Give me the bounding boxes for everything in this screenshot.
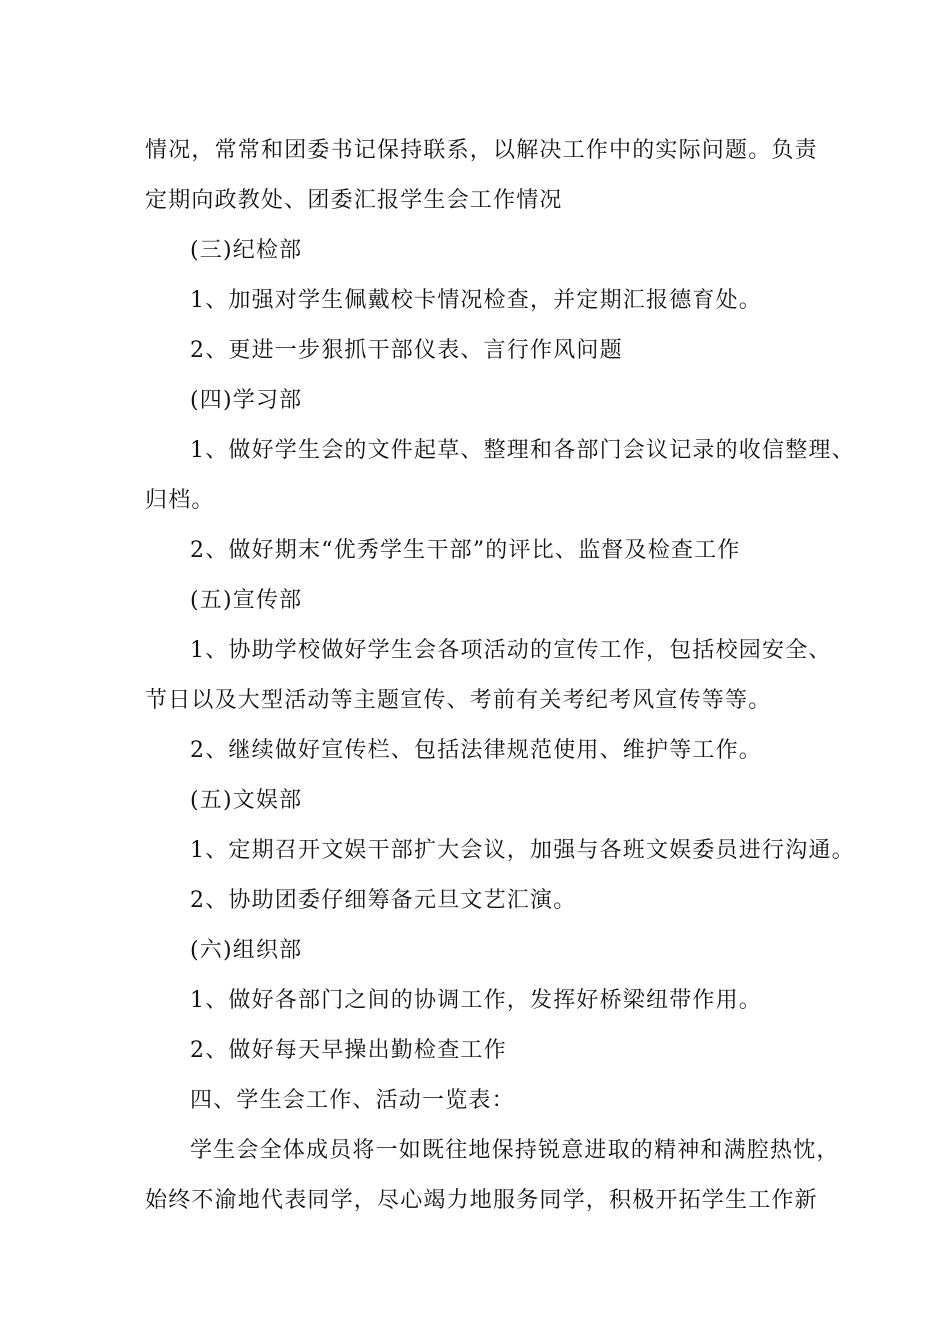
- list-item: 1、加强对学生佩戴校卡情况检查，并定期汇报德育处。: [190, 288, 762, 313]
- list-item: 1、定期召开文娱干部扩大会议，加强与各班文娱委员进行沟通。: [190, 838, 855, 863]
- list-item: 1、做好学生会的文件起草、整理和各部门会议记录的收信整理、: [190, 438, 855, 463]
- list-item: 1、做好各部门之间的协调工作，发挥好桥梁纽带作用。: [190, 988, 762, 1013]
- paragraph-line: 始终不渝地代表同学，尽心竭力地服务同学，积极开拓学生工作新: [145, 1188, 818, 1213]
- paragraph-line: 定期向政教处、团委汇报学生会工作情况: [145, 188, 563, 213]
- section-heading: (三)纪检部: [190, 238, 303, 263]
- section-heading: (五)文娱部: [190, 788, 303, 813]
- paragraph-line: 学生会全体成员将一如既往地保持锐意进取的精神和满腔热忱，: [190, 1138, 840, 1163]
- section-heading: (六)组织部: [190, 938, 303, 963]
- paragraph-line: 节日以及大型活动等主题宣传、考前有关考纪考风宣传等等。: [145, 688, 772, 713]
- section-heading: (四)学习部: [190, 388, 303, 413]
- list-item: 2、协助团委仔细筹备元旦文艺汇演。: [190, 888, 577, 913]
- paragraph-line: 情况，常常和团委书记保持联系，以解决工作中的实际问题。负责: [145, 138, 818, 163]
- list-item: 2、更进一步狠抓干部仪表、言行作风问题: [190, 338, 623, 363]
- section-heading: (五)宣传部: [190, 588, 303, 613]
- list-item: 1、协助学校做好学生会各项活动的宣传工作，包括校园安全、: [190, 638, 832, 663]
- list-item: 2、继续做好宣传栏、包括法律规范使用、维护等工作。: [190, 738, 762, 763]
- list-item: 2、做好期末“优秀学生干部”的评比、监督及检查工作: [190, 538, 741, 563]
- list-item: 2、做好每天早操出勤检查工作: [190, 1038, 507, 1063]
- paragraph-line: 归档。: [145, 488, 215, 513]
- section-heading: 四、学生会工作、活动一览表：: [190, 1088, 515, 1113]
